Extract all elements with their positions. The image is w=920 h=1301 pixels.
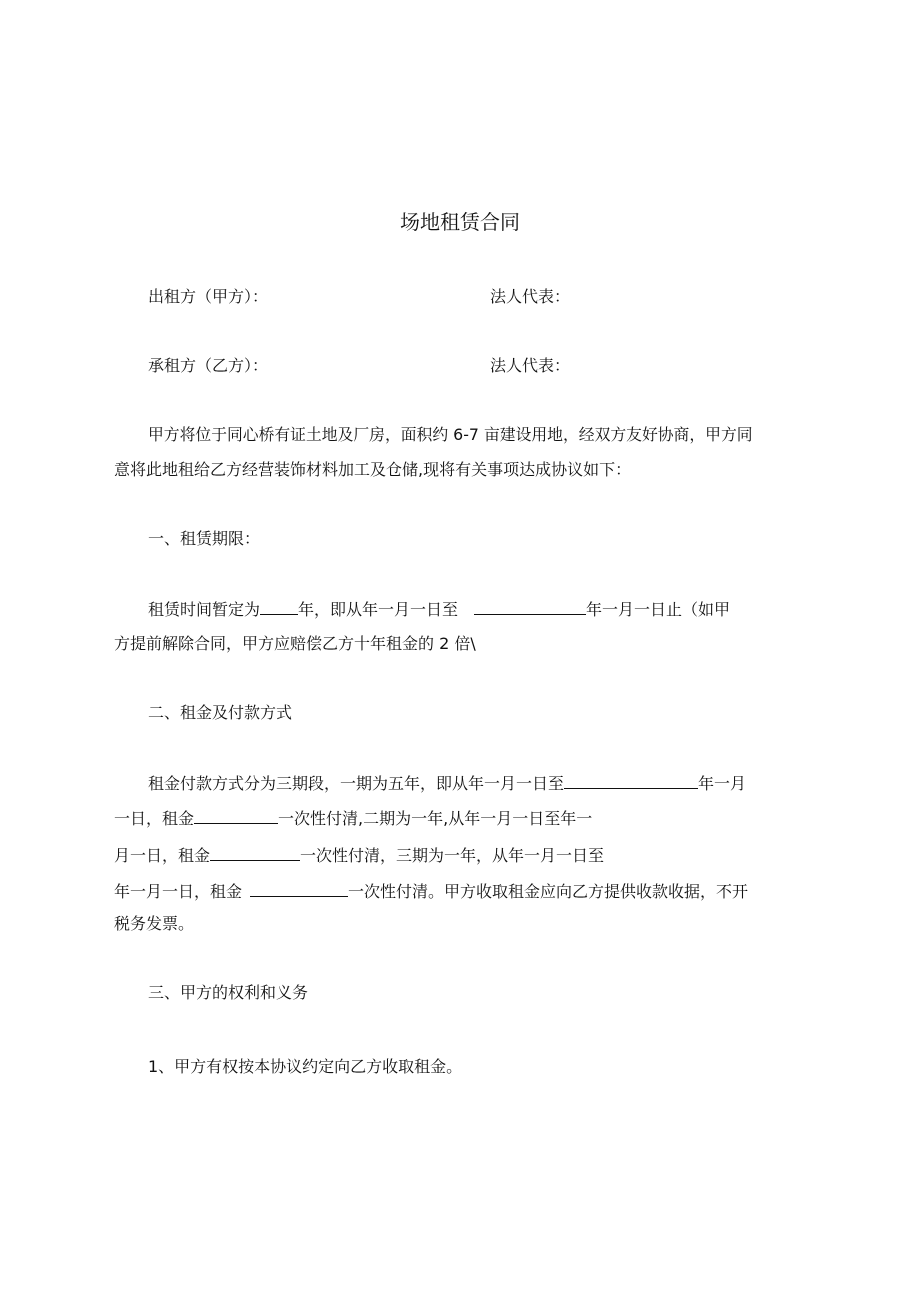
section-3-item-1: 1、甲方有权按本协议约定向乙方收取租金。 bbox=[148, 1057, 463, 1076]
lessee-rep-label: 法人代表： bbox=[490, 356, 571, 375]
section-1-line-2: 方提前解除合同，甲方应赔偿乙方十年租金的 2 倍\ bbox=[114, 634, 476, 653]
section-2-heading: 二、租金及付款方式 bbox=[148, 703, 293, 722]
text-segment: 年一月一日，租金 bbox=[114, 882, 243, 901]
blank-line bbox=[210, 844, 300, 861]
section-2-line-4 bbox=[114, 880, 748, 902]
text-segment: 一日，租金 bbox=[114, 809, 195, 828]
text-segment: 年一月 bbox=[698, 774, 747, 793]
blank-line bbox=[194, 807, 278, 824]
text-segment: 租赁时间暂定为 bbox=[148, 600, 261, 619]
text-segment: 年一月一日止（如甲 bbox=[586, 600, 731, 619]
lessor-label: 出租方（甲方）： bbox=[148, 287, 269, 306]
section-1-line-1 bbox=[148, 598, 730, 620]
section-3-heading: 三、甲方的权利和义务 bbox=[148, 983, 309, 1002]
lessor-rep-label: 法人代表： bbox=[490, 287, 571, 306]
intro-line-2: 意将此地租给乙方经营装饰材料加工及仓储,现将有关事项达成协议如下： bbox=[114, 460, 632, 479]
text-segment: 年，即从年一月一日至 bbox=[298, 600, 459, 619]
text-segment: 月一日，租金 bbox=[114, 846, 211, 865]
intro-line-1: 甲方将位于同心桥有证土地及厂房，面积约 6-7 亩建设用地，经双方友好协商，甲方同 bbox=[148, 425, 753, 444]
lessee-label: 承租方（乙方）： bbox=[148, 356, 269, 375]
section-1-heading: 一、租赁期限： bbox=[148, 529, 261, 548]
section-2-line-3 bbox=[114, 844, 604, 866]
section-2-line-5: 税务发票。 bbox=[114, 914, 195, 933]
blank-line bbox=[474, 598, 586, 615]
text-segment: 一次性付清，三期为一年，从年一月一日至 bbox=[300, 846, 605, 865]
section-2-line-1 bbox=[148, 772, 746, 794]
section-2-line-2 bbox=[114, 807, 592, 829]
blank-line bbox=[250, 880, 348, 897]
document-title: 场地租赁合同 bbox=[400, 210, 520, 234]
text-segment: 租金付款方式分为三期段，一期为五年，即从年一月一日至 bbox=[148, 774, 565, 793]
blank-line bbox=[564, 772, 698, 789]
text-segment: 一次性付清,二期为一年,从年一月一日至年一 bbox=[278, 809, 593, 828]
blank-line bbox=[260, 598, 298, 615]
text-segment: 一次性付清。甲方收取租金应向乙方提供收款收据，不开 bbox=[348, 882, 749, 901]
